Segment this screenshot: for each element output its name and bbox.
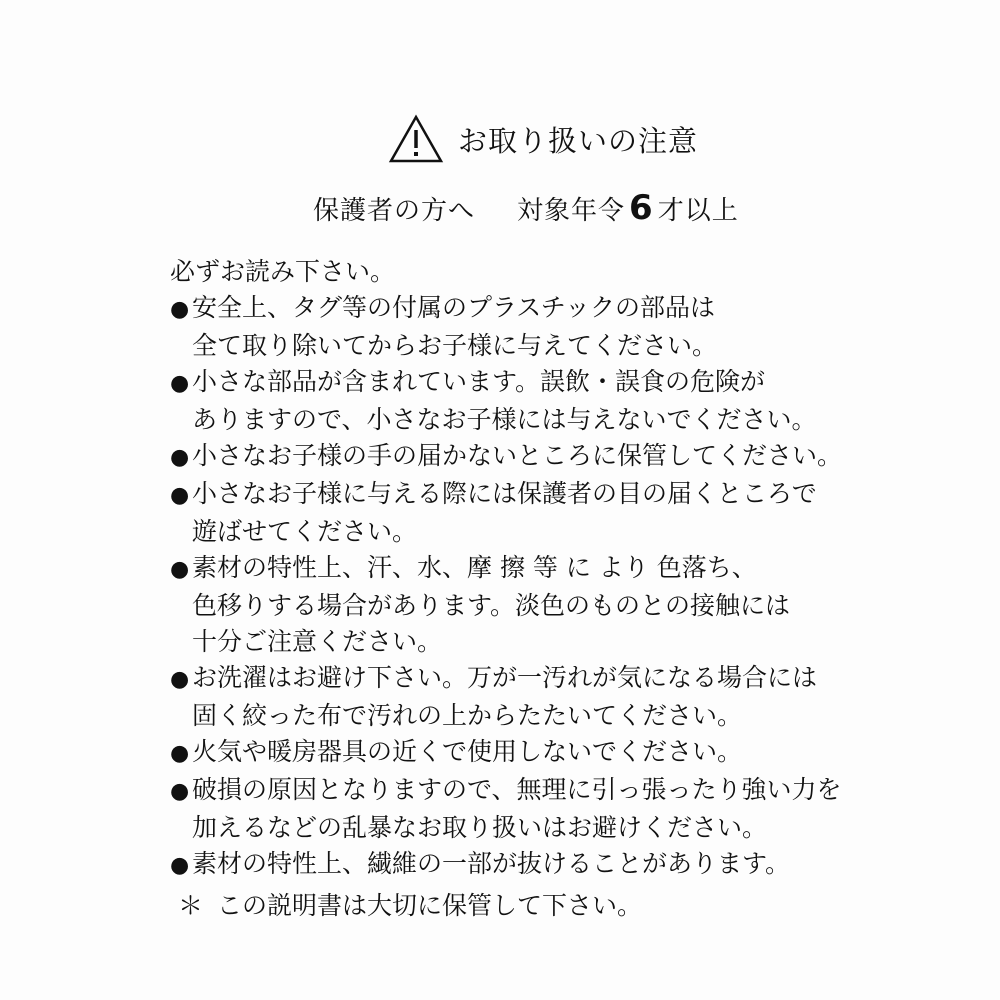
notice-line: 小さなお子様の手の届かないところに保管してください。 — [192, 441, 843, 470]
notice-line: 加えるなどの乱暴なお取り扱いはお避けください。 — [192, 813, 768, 842]
footer-note — [178, 886, 642, 922]
audience-line — [313, 188, 739, 228]
notice-line: 小さなお子様に与える際には保護者の目の届くところで — [192, 479, 817, 508]
age-prefix: 対象年令 — [517, 196, 626, 226]
notice-line: 素材の特性上、繊維の一部が抜けることがあります。 — [192, 849, 791, 878]
bullet-icon: ● — [170, 853, 190, 878]
notice-line: 火気や暖房器具の近くで使用しないでください。 — [192, 737, 743, 766]
guardian-label: 保護者の方へ — [313, 196, 476, 226]
bullet-icon: ● — [170, 557, 190, 582]
notice-item — [170, 846, 870, 884]
caution-title: お取り扱いの注意 — [458, 123, 699, 158]
warning-triangle-icon — [388, 114, 444, 164]
bullet-icon: ● — [170, 483, 190, 508]
bullet-icon: ● — [170, 667, 190, 692]
notice-item — [170, 476, 870, 550]
notice-line: お洗濯はお避け下さい。万が一汚れが気になる場合には — [192, 663, 818, 692]
bullet-icon: ● — [170, 779, 190, 804]
notice-item — [170, 772, 870, 846]
notice-item — [170, 660, 870, 734]
notice-line: 素材の特性上、汗、水、摩 擦 等 に より 色落ち、 — [192, 553, 757, 582]
notice-line: 固く絞った布で汚れの上からたたいてください。 — [192, 701, 743, 730]
notice-line: 全て取り除いてからお子様に与えてください。 — [192, 331, 718, 360]
notice-line: 色移りする場合があります。淡色のものとの接触には — [192, 591, 791, 620]
read-prompt: 必ずお読み下さい。 — [170, 257, 396, 286]
notice-line: 遊ばせてください。 — [192, 517, 418, 546]
bullet-icon: ● — [170, 445, 190, 470]
notice-line: 十分ご注意ください。 — [192, 627, 443, 656]
notice-item — [170, 550, 870, 660]
notice-item — [170, 438, 870, 476]
bullet-icon: ● — [170, 371, 190, 396]
notice-line: 安全上、タグ等の付属のプラスチックの部品は — [192, 293, 716, 322]
age-suffix: 才以上 — [657, 196, 739, 226]
notice-list — [170, 254, 870, 884]
notice-item — [170, 734, 870, 772]
notice-line: 小さな部品が含まれています。誤飲・誤食の危険が — [192, 367, 766, 396]
notice-line: ありますので、小さなお子様には与えないでください。 — [192, 405, 817, 434]
asterisk-icon: ＊ — [178, 891, 204, 920]
bullet-icon: ● — [170, 297, 190, 322]
footer-note-text: この説明書は大切に保管して下さい。 — [217, 891, 643, 920]
age-number: 6 — [629, 188, 654, 228]
caution-heading — [388, 112, 698, 166]
notice-line: 破損の原因となりますので、無理に引っ張ったり強い力を — [192, 775, 842, 804]
notice-item — [170, 364, 870, 438]
notice-item — [170, 290, 870, 364]
bullet-icon: ● — [170, 741, 190, 766]
